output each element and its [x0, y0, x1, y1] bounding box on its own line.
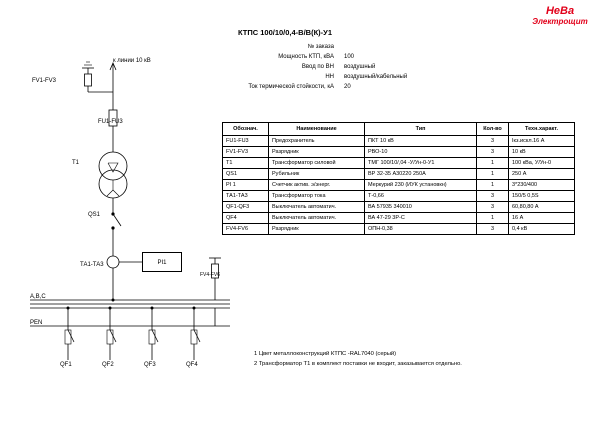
bus-junction-dot	[112, 299, 114, 301]
table-cell-designation: QF1-QF3	[223, 202, 269, 213]
table-cell-qty: 1	[477, 158, 509, 169]
table-cell-designation: FU1-FU3	[223, 136, 269, 147]
label-pen: PEN	[30, 320, 43, 326]
transformer-winding-hv	[99, 152, 127, 180]
table-cell-type: ОПН-0,38	[365, 224, 477, 235]
table-cell-designation: FV4-FV6	[223, 224, 269, 235]
label-t1: Т1	[72, 160, 80, 166]
table-cell-name: Рубильник	[269, 169, 365, 180]
table-cell-type: ВА 57935 340010	[365, 202, 477, 213]
bus-junction-dot	[67, 307, 69, 309]
qf4-breaker-box	[191, 330, 197, 344]
table-header-cell: Тип	[365, 123, 477, 136]
table-cell-qty: 3	[477, 202, 509, 213]
table-cell-qty: 3	[477, 224, 509, 235]
spec-label: Ток термической стойкости, кА	[248, 84, 334, 90]
table-cell-designation: FV1-FV3	[223, 147, 269, 158]
spec-label: Ввод по ВН	[301, 64, 334, 70]
table-cell-type: ВА 47-29 3P-C	[365, 213, 477, 224]
table-cell-name: Трансформатор тока	[269, 191, 365, 202]
table-cell-spec: 100 кВа, У/Ун-0	[509, 158, 575, 169]
table-cell-qty: 3	[477, 191, 509, 202]
spec-value: 20	[344, 84, 351, 90]
transformer-star-2	[107, 190, 113, 196]
transformer-star-3	[113, 190, 119, 196]
spec-label: № заказа	[307, 44, 334, 50]
label-fv4-fv6: FV4-FV6	[200, 272, 221, 278]
spec-value: воздушный/кабельный	[344, 74, 408, 80]
logo-subtitle: Электрощит	[532, 17, 588, 26]
table-cell-name: Предохранитель	[269, 136, 365, 147]
table-cell-name: Выключатель автоматич.	[269, 213, 365, 224]
qs1-contact	[112, 227, 114, 229]
bus-junction-dot	[193, 307, 195, 309]
spec-value: воздушный	[344, 64, 376, 70]
table-cell-type: ВР 32-35 А30220 250А	[365, 169, 477, 180]
table-cell-spec: 0,4 кВ	[509, 224, 575, 235]
label-qf3: QF3	[144, 362, 156, 368]
table-cell-type: РВО-10	[365, 147, 477, 158]
bus-junction-dot	[109, 307, 111, 309]
table-cell-qty: 1	[477, 213, 509, 224]
qf2-breaker-box	[107, 330, 113, 344]
table-cell-spec: 3*230/400	[509, 180, 575, 191]
table-cell-qty: 3	[477, 147, 509, 158]
spec-label: Мощность КТП, кВА	[278, 54, 334, 60]
label-qf1: QF1	[60, 362, 72, 368]
note-line: 1 Цвет металлоконструкций КТПС -RAL7040 (серый)	[254, 351, 397, 357]
label-abc: A,B,C	[30, 294, 46, 300]
table-cell-name: Счетчик актив. э/энерг.	[269, 180, 365, 191]
table-header-cell: Обознач.	[223, 123, 269, 136]
table-cell-qty: 3	[477, 136, 509, 147]
table-cell-spec: 150/5 0,5S	[509, 191, 575, 202]
label-fu1-fu3: FU1-FU3	[98, 119, 123, 125]
table-header-cell: Кол-во	[477, 123, 509, 136]
table-cell-spec: 10 кВ	[509, 147, 575, 158]
qf3-breaker-box	[149, 330, 155, 344]
label-ta1-ta3: ТА1-ТА3	[80, 262, 104, 268]
label-qs1: QS1	[88, 212, 101, 218]
table-cell-spec: 250 А	[509, 169, 575, 180]
table-cell-spec: 16 А	[509, 213, 575, 224]
label-fv1-fv3: FV1-FV3	[32, 78, 57, 84]
table-cell-name: Выключатель автоматич.	[269, 202, 365, 213]
table-cell-designation: QS1	[223, 169, 269, 180]
page-title: КТПС 100/10/0,4-В/В(К)-У1	[238, 28, 333, 37]
table-cell-type: Меркурий 230 (ИУК установкн)	[365, 180, 477, 191]
energy-meter-label: PI1	[157, 260, 167, 266]
table-cell-type: Т-0,66	[365, 191, 477, 202]
table-cell-designation: QF4	[223, 213, 269, 224]
label-incoming-line: к линии 10 кВ	[113, 58, 151, 64]
table-header-cell: Техн.характ.	[509, 123, 575, 136]
table-cell-name: Разрядник	[269, 224, 365, 235]
spec-label: НН	[325, 74, 334, 80]
table-header-cell: Наименование	[269, 123, 365, 136]
qs1-blade	[113, 214, 121, 226]
table-cell-qty: 1	[477, 180, 509, 191]
table-cell-type: ТМГ 100/10/,04 -У/Ун-0-У1	[365, 158, 477, 169]
logo-title: НеВа	[545, 5, 575, 17]
table-cell-designation: ТА1-ТА3	[223, 191, 269, 202]
note-line: 2 Трансформатор Т1 в комплект поставки не входит, заказывается отдельно.	[254, 361, 462, 367]
label-qf4: QF4	[186, 362, 198, 368]
table-cell-qty: 1	[477, 169, 509, 180]
table-cell-name: Разрядник	[269, 147, 365, 158]
label-qf2: QF2	[102, 362, 114, 368]
table-cell-designation: Т1	[223, 158, 269, 169]
arrester-symbol	[85, 74, 92, 86]
qf1-breaker-box	[65, 330, 71, 344]
table-cell-name: Трансформатор силовой	[269, 158, 365, 169]
qs1-pivot	[112, 213, 114, 215]
bus-junction-dot	[151, 307, 153, 309]
current-transformer-symbol	[107, 256, 119, 268]
table-cell-spec: 60,80,80 А	[509, 202, 575, 213]
table-cell-type: ПКТ 10 кВ	[365, 136, 477, 147]
energy-meter-box	[142, 252, 182, 272]
table-cell-spec: Iкз.иcкл.16 А	[509, 136, 575, 147]
table-cell-designation: PI 1	[223, 180, 269, 191]
spec-value: 100	[344, 54, 355, 60]
